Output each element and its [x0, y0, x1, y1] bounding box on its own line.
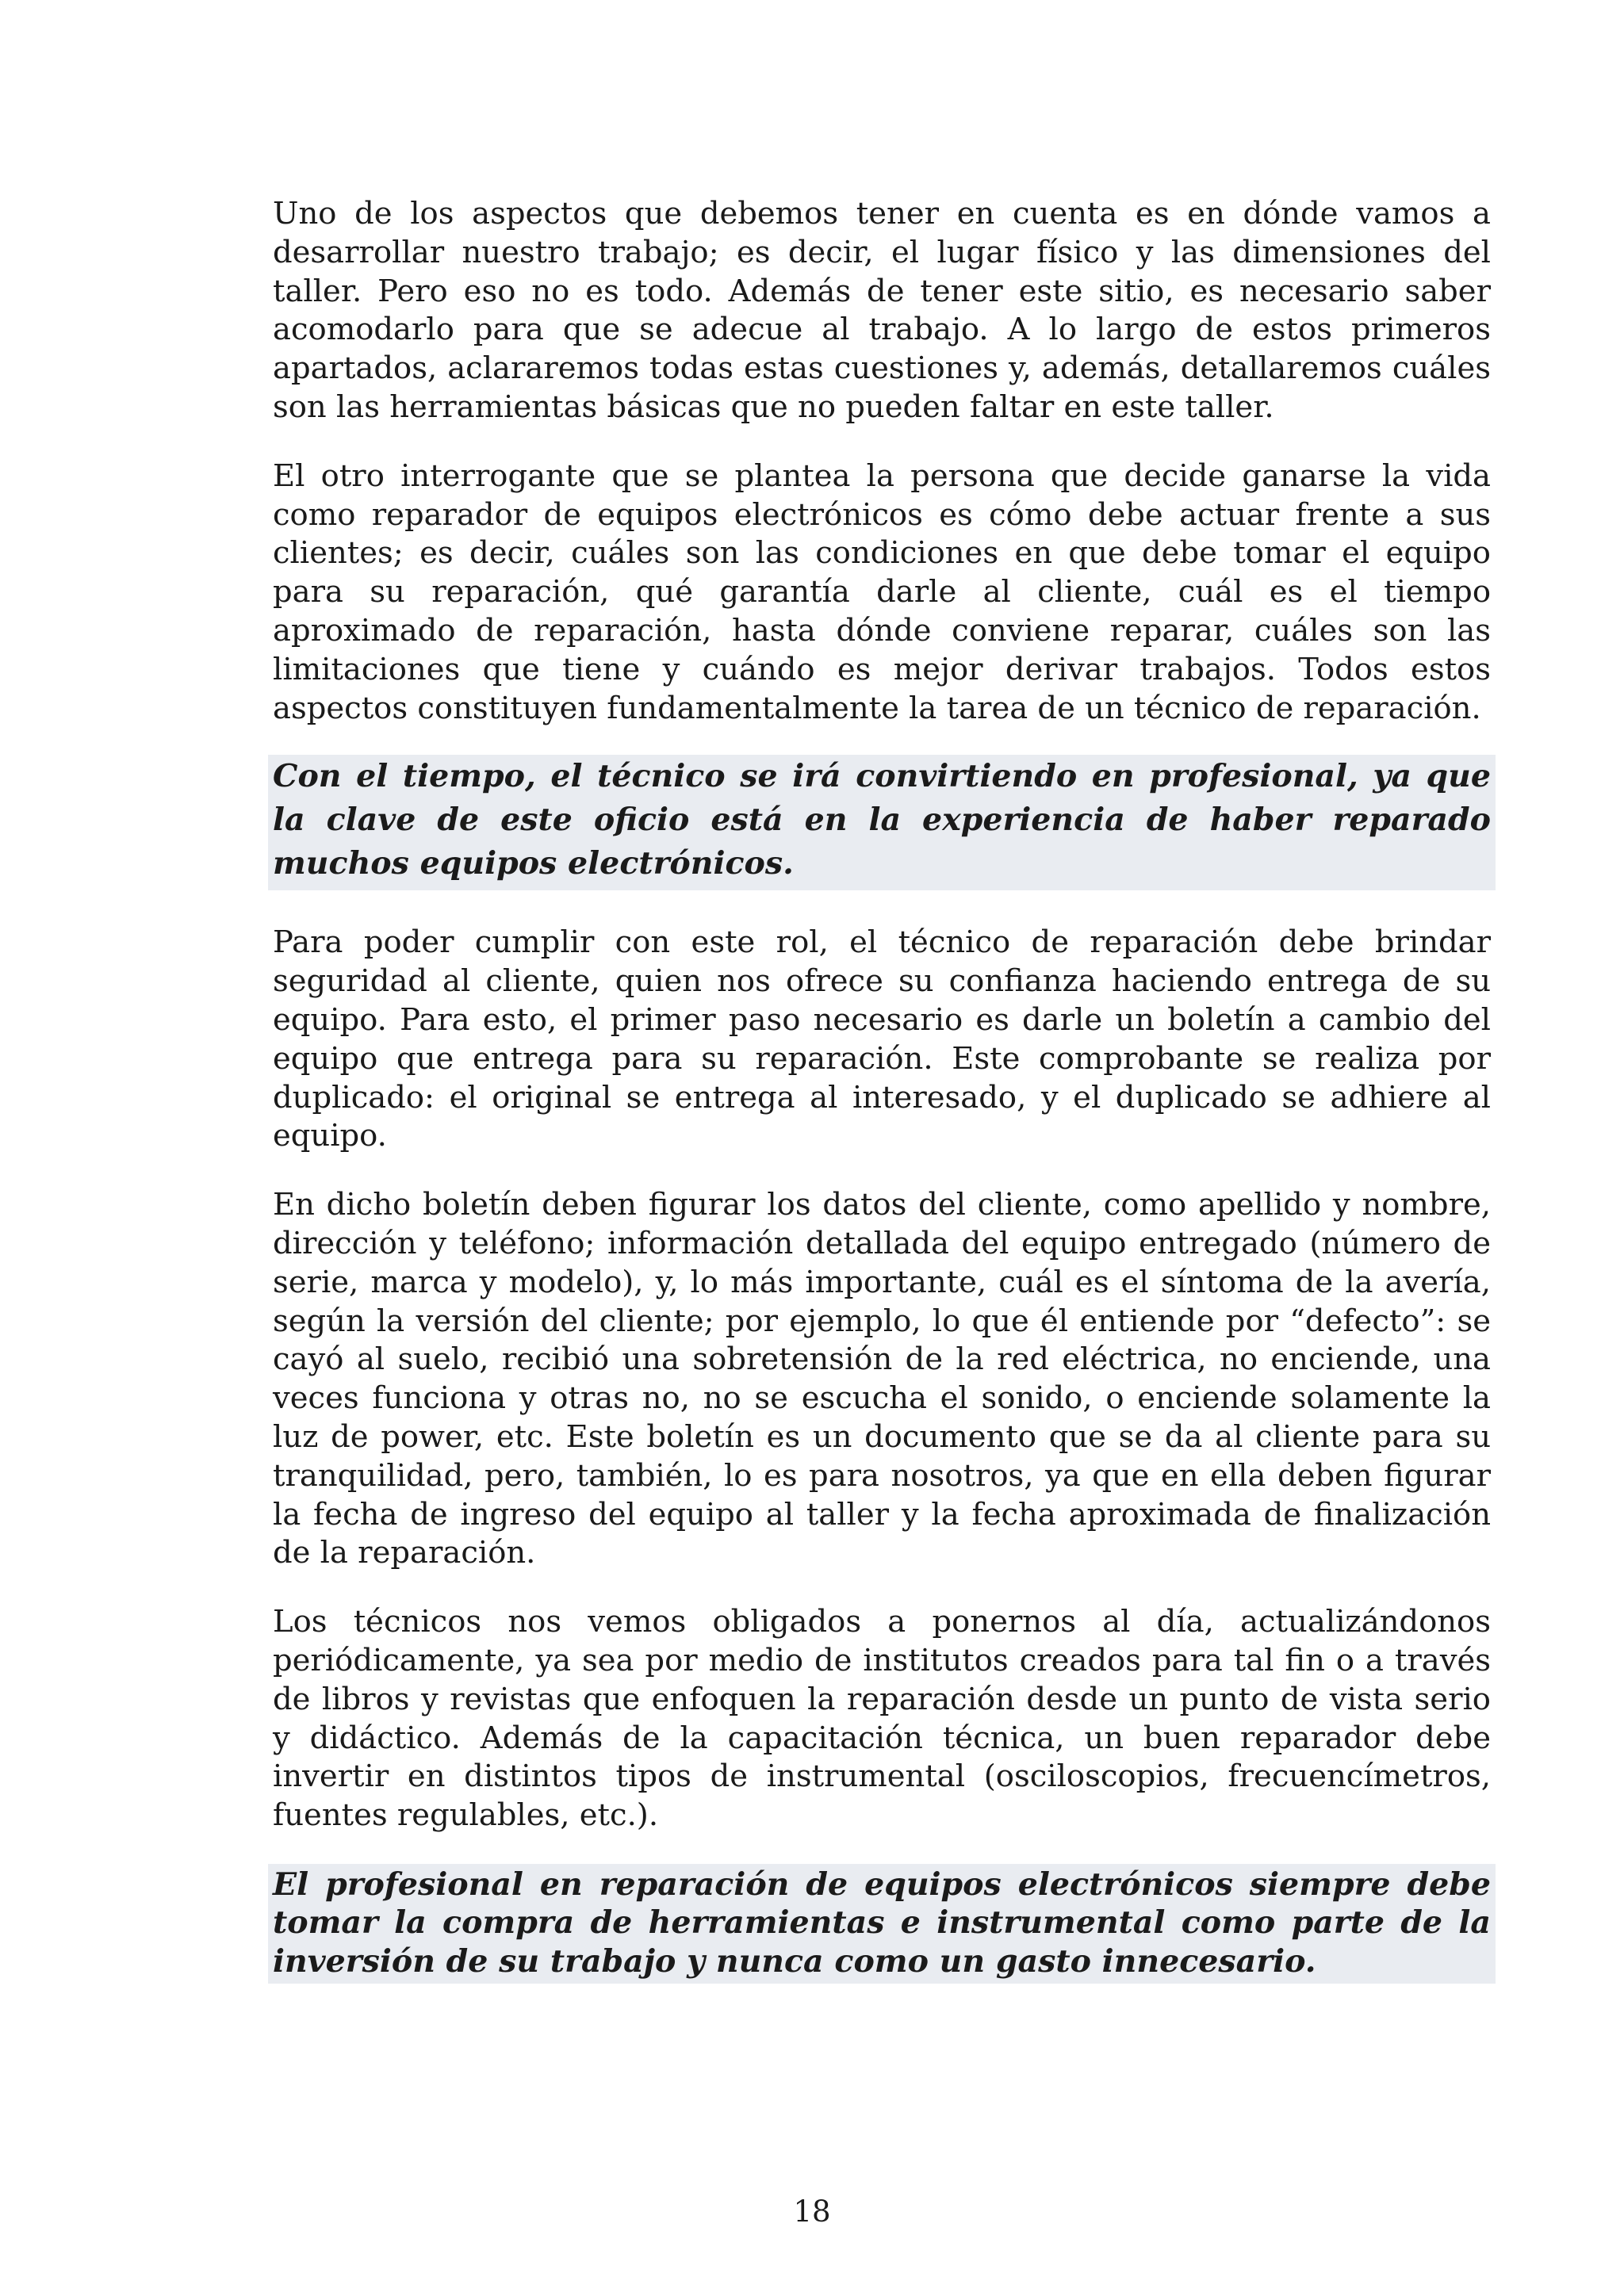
paragraph-workshop-location: Uno de los aspectos que debemos tener en cuenta es en dónde vamos a desarrollar nuestro trabajo; es decir, el lugar físico y las dimensiones del taller. Pero eso no es todo. Además de tener este sitio, es necesario saber acomodarlo para que se adecue al trabajo. A lo largo de estos primeros apartados, aclararemos todas estas cuestiones y, además, detallaremos cuáles son las herramientas básicas que no pueden faltar en este taller. — [273, 196, 1491, 425]
paragraph-client-relations: El otro interrogante que se plantea la persona que decide ganarse la vida como reparador de equipos electrónicos es cómo debe actuar frente a sus clientes; es decir, cuáles son las condiciones en que debe tomar el equipo para su reparación, qué garantía darle al cliente, cuál es el tiempo aproximado de reparación, hasta dónde conviene reparar, cuáles son las limitaciones que tiene y cuándo es mejor derivar trabajos. Todos estos aspectos constituyen fundamentalmente la tarea de un técnico de reparación. — [273, 457, 1491, 726]
page-body — [273, 195, 1491, 2017]
page-number: 18 — [793, 2195, 831, 2229]
highlight-callout-experience: Con el tiempo, el técnico se irá convirtiendo en profesional, ya que la clave de este oficio está en la experiencia de haber reparado muchos equipos electrónicos. — [268, 755, 1496, 890]
paragraph-repair-receipt: Para poder cumplir con este rol, el técnico de reparación debe brindar seguridad al cliente, quien nos ofrece su confianza haciendo entrega de su equipo. Para esto, el primer paso necesario es darle un boletín a cambio del equipo que entrega para su reparación. Este comprobante se realiza por duplicado: el original se entrega al interesado, y el duplicado se adhiere al equipo. — [273, 924, 1491, 1154]
paragraph-training-instruments: Los técnicos nos vemos obligados a ponernos al día, actualizándonos periódicamente, ya sea por medio de institutos creados para tal fin o a través de libros y revistas que enfoquen la reparación desde un punto de vista serio y didáctico. Además de la capacitación técnica, un buen reparador debe invertir en distintos tipos de instrumental (osciloscopios, frecuencímetros, fuentes regulables, etc.). — [273, 1604, 1491, 1834]
highlight-callout-investment: El profesional en reparación de equipos electrónicos siempre debe tomar la compra de herramientas e instrumental como parte de la inversión de su trabajo y nunca como un gasto innecesario. — [268, 1864, 1496, 1984]
paragraph-receipt-details: En dicho boletín deben figurar los datos del cliente, como apellido y nombre, dirección y teléfono; información detallada del equipo entregado (número de serie, marca y modelo), y, lo más importante, cuál es el síntoma de la avería, según la versión del cliente; por ejemplo, lo que él entiende por “defecto”: se cayó al suelo, recibió una sobretensión de la red eléctrica, no enciende, una veces funciona y otras no, no se escucha el sonido, o enciende solamente la luz de power, etc. Este boletín es un documento que se da al cliente para su tranquilidad, pero, también, lo es para nosotros, ya que en ella deben figurar la fecha de ingreso del equipo al taller y la fecha aproximada de finalización de la reparación. — [273, 1187, 1491, 1571]
